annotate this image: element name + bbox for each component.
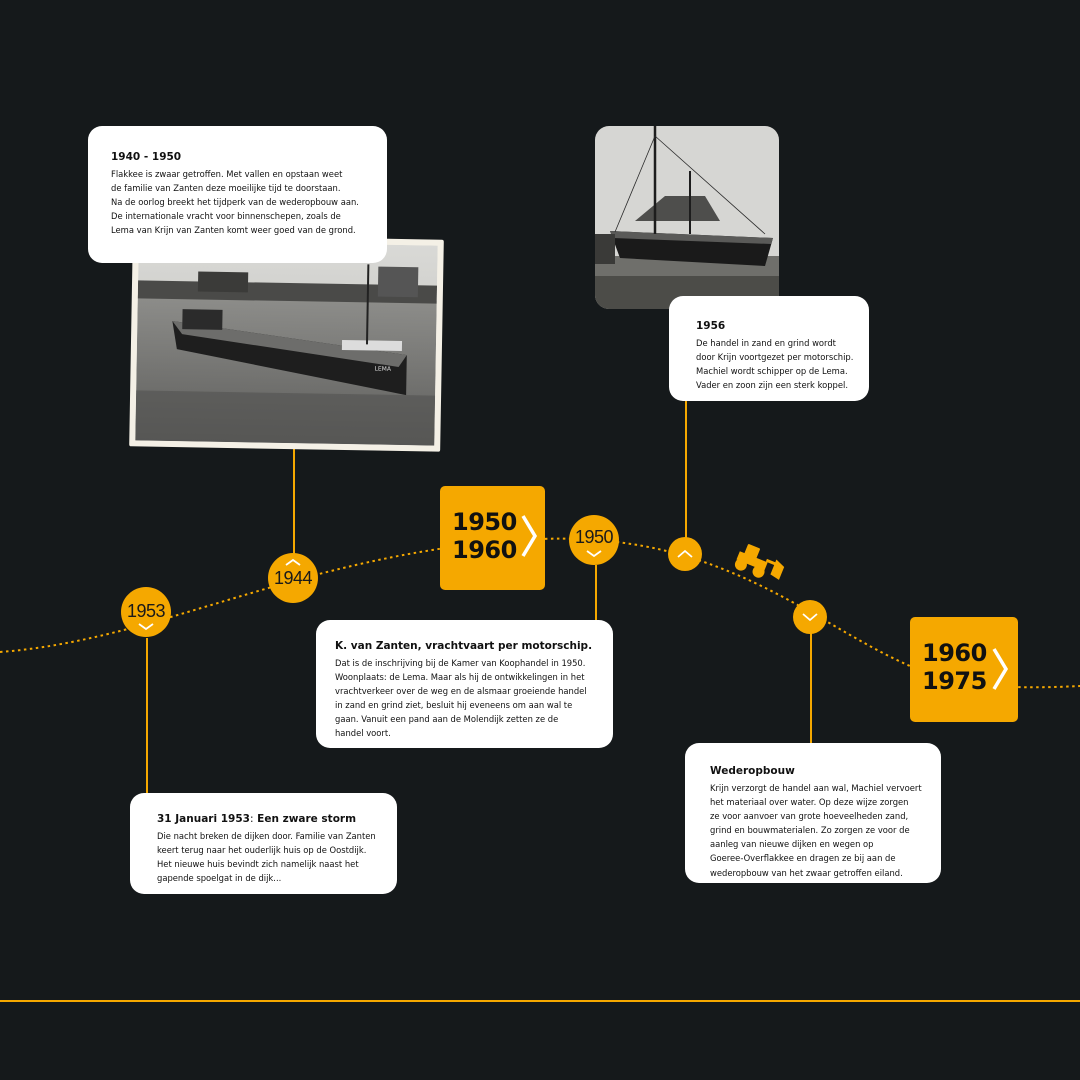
card-body: Die nacht breken de dijken door. Familie van Zanten keert terug naar het ouderlijk huis op de Oostdijk. Het nieuwe huis bevindt zich namelijk naast het gapende spoelgat in de dijk...	[157, 831, 376, 884]
chevron-up-icon	[677, 549, 693, 558]
chevron-right-icon	[521, 514, 538, 558]
card-title: 1940 - 1950	[111, 151, 182, 163]
card-van-zanten	[316, 620, 613, 748]
photo-ship-on-shore	[595, 126, 779, 309]
timeline-node-down[interactable]	[793, 600, 827, 634]
card-body: De handel in zand en grind wordt door Krijn voortgezet per motorschip. Machiel wordt schipper op de Lema. Vader en zoon zijn een sterk koppel.	[696, 338, 854, 391]
card-title: 1956	[696, 320, 726, 332]
card-body: Krijn verzorgt de handel aan wal, Machiel vervoert het materiaal over water. Op deze wijze zorgen ze voor aanvoer van grote hoeveelheden zand, grind en bouwmaterialen. Zo zorgen ze voor de aanleg van nieuwe dijken en wegen op Goeree-Overflakkee en dragen ze bij aan de wederopbouw van het zwaar getroffen eiland.	[710, 783, 922, 878]
card-title-rest: Een zware storm	[253, 813, 357, 825]
era-to: 1975	[922, 667, 987, 695]
era-to: 1960	[452, 536, 517, 564]
chevron-up-icon	[285, 558, 301, 566]
era-from: 1950	[452, 508, 517, 536]
chevron-down-icon	[138, 623, 154, 631]
timeline-node-1950[interactable]	[569, 515, 619, 565]
era-button-1950-1960[interactable]	[440, 486, 545, 590]
card-storm-1953	[130, 793, 397, 894]
timeline-node-1953[interactable]	[121, 587, 171, 637]
card-title: K. van Zanten, vrachtvaart per motorschip.	[335, 640, 593, 652]
era-from: 1960	[922, 639, 987, 667]
node-year: 1944	[273, 568, 313, 588]
wheel-loader-icon	[731, 543, 786, 588]
card-title-sep: :	[249, 813, 254, 825]
node-year: 1953	[126, 601, 166, 621]
bottom-divider	[0, 1000, 1080, 1002]
barge-hull-name: LEMA	[374, 365, 392, 373]
connector-1940	[293, 440, 295, 558]
card-1940-1950	[88, 126, 387, 263]
timeline-node-1944[interactable]	[268, 553, 318, 603]
card-title	[157, 813, 397, 825]
chevron-down-icon	[802, 613, 818, 622]
card-title-date: 31 Januari 1953	[157, 813, 250, 825]
timeline-node-up[interactable]	[668, 537, 702, 571]
card-wederopbouw	[685, 743, 941, 883]
chevron-right-icon	[992, 647, 1009, 691]
card-body: Flakkee is zwaar getroffen. Met vallen en opstaan weet de familie van Zanten deze moeilijke tijd te doorstaan. Na de oorlog breekt het tijdperk van de wederopbouw aan. De internationale vracht voor binnenschepen, zoals de Lema van Krijn van Zanten komt weer goed van de grond.	[111, 169, 359, 236]
photo-barge	[129, 234, 444, 451]
card-body: Dat is de inschrijving bij de Kamer van Koophandel in 1950. Woonplaats: de Lema. Maar als hij de ontwikkelingen in het vrachtverkeer over de weg en de alsmaar groeiende handel in zand en grind ziet, besluit hij eveneens om aan wal te gaan. Vanuit een pand aan de Molendijk zetten ze de handel voort.	[335, 658, 587, 739]
connector-wederopbouw	[810, 628, 812, 750]
card-title: Wederopbouw	[710, 765, 795, 777]
node-year: 1950	[574, 527, 614, 547]
era-button-1960-1975[interactable]	[910, 617, 1018, 722]
chevron-down-icon	[586, 550, 602, 558]
card-1956	[669, 296, 869, 401]
